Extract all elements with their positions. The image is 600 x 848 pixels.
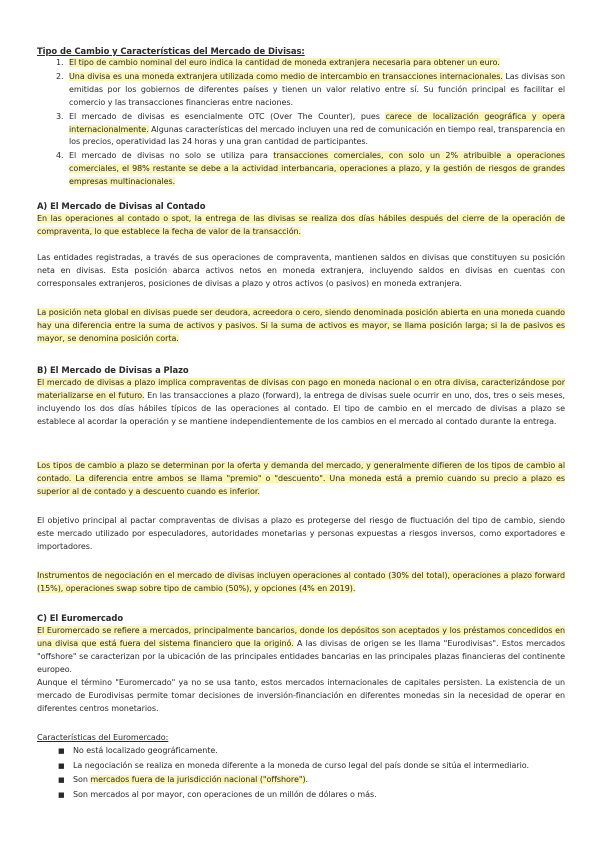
section-b-p1	[37, 377, 565, 429]
intro-item	[37, 57, 565, 70]
item-number: 4.	[56, 151, 64, 161]
section-a-p2: Las entidades registradas, a través de sus operaciones de compraventa, mantienen saldos en divisas que constituyen su posición neta en divisas. Esta posición abarca activos netos en moneda extranjera, incluyendo saldos en divisas en cuentas con corresponsales extranjeros, posiciones de divisas a plazo y otros activos (o pasivos) en moneda extranjera.	[37, 253, 565, 288]
section-c-heading: C) El Euromercado	[37, 613, 124, 623]
section-c-p1	[37, 625, 565, 677]
section-b-p2: Los tipos de cambio a plazo se determinan por la oferta y demanda del mercado, y generalmente difieren de los tipos de cambio al contado. La diferencia entre ambos se llama "premio" o "descuento". Una moneda está a premio cuando su precio a plazo es superior al de contado y a descuento cuando es inferior.	[37, 461, 565, 496]
text-segment: A las divisas de origen se les llama "Eurodivisas". Estos mercados "offshore" se caracterizan por la ubicación de las principales entidades bancarias en las principales plazas financieras del continente europeo.	[37, 638, 565, 674]
text-segment: No está localizado geográficamente.	[73, 746, 218, 755]
text-segment: En las transacciones a plazo (forward), la entrega de divisas suele ocurrir en uno, dos, tres o seis meses, incluyendo los dos días hábiles típicos de las operaciones al contado. El tipo de cambio en el mercado de divisas a plazo se establece al acordar la operación y se mantiene independientemente de los cambios en el mercado al contado durante la entrega.	[37, 390, 566, 426]
section-a-p1: En las operaciones al contado o spot, la entrega de las divisas se realiza dos días hábiles después del cierre de la operación de compraventa, lo que establece la fecha de valor de la transacción.	[37, 214, 565, 236]
item-text	[69, 71, 565, 110]
text-segment: Algunas características del mercado incluyen una red de comunicación en tiempo real, transparencia en los precios, operatividad las 24 horas y una gran cantidad de participantes.	[69, 124, 566, 147]
highlighted-text: El tipo de cambio nominal del euro indica la cantidad de moneda extranjera necesaria para obtener un euro.	[69, 58, 500, 67]
text-segment: El mercado de divisas es esencialmente OTC (Over The Counter), pues	[69, 111, 386, 121]
item-text	[69, 111, 565, 150]
list-item	[37, 789, 565, 802]
text-segment: Son mercados al por mayor, con operaciones de un millón de dólares o más.	[73, 789, 377, 799]
list-item	[37, 745, 565, 758]
item-number: 3.	[56, 111, 64, 121]
bullet-icon: ■	[58, 761, 65, 770]
characteristics-list	[37, 745, 565, 803]
item-text	[69, 150, 565, 189]
intro-item	[37, 150, 565, 189]
section-b-heading: B) El Mercado de Divisas a Plazo	[37, 365, 189, 375]
item-text	[69, 57, 565, 70]
intro-item	[37, 71, 565, 110]
highlighted-text: Una divisa es una moneda extranjera utilizada como medio de intercambio en transacciones internacionales.	[69, 71, 503, 81]
section-b-p3: El objetivo principal al pactar compraventas de divisas a plazo es protegerse del riesgo de fluctuación del tipo de cambio, siendo este mercado utilizado por especuladores, autoridades monetarias y personas expuestas a riesgos inversos, como exportadores e importadores.	[37, 516, 565, 551]
intro-item	[37, 111, 565, 150]
highlighted-text: carece de localización geográfica y opera internacionalmente.	[69, 111, 566, 134]
item-number: 2.	[56, 71, 64, 81]
section-c-p2: Aunque el término "Euromercado" ya no se usa tanto, estos mercados internacionales de capitales persisten. La existencia de un mercado de Eurodivisas permite tomar decisiones de inversión-financiación en diferentes monedas sin la necesidad de operar en diferentes centros monetarios.	[37, 678, 565, 713]
item-number: 1.	[56, 58, 64, 67]
text-segment: .	[305, 775, 309, 784]
section-a-p3: La posición neta global en divisas puede ser deudora, acreedora o cero, siendo denominada posición abierta en una moneda cuando hay una diferencia entre la suma de activos y pasivos. Si la suma de activos es mayor, se llama posición larga; si la de pasivos es mayor, se denomina posición corta.	[37, 308, 565, 343]
highlighted-text: transacciones comerciales, con solo un 2% atribuible a operaciones comerciales, el 98% restante se debe a la actividad interbancaria, operaciones a plazo, y la gestión de riesgos de grandes empresas multinacionales.	[69, 151, 565, 187]
bullet-icon: ■	[58, 747, 65, 755]
list-item	[37, 774, 565, 787]
text-segment: Las divisas son emitidas por los gobiernos de diferentes países y tienen un valor relativo entre sí. Su función principal es facilitar el comercio y las transacciones financieras entre naciones.	[69, 71, 565, 107]
highlighted-text: mercados fuera de la jurisdicción nacional ("offshore")	[90, 775, 306, 784]
bullet-icon: ■	[58, 776, 65, 784]
document-title: Tipo de Cambio y Características del Mercado de Divisas:	[37, 46, 305, 56]
text-segment: Son	[73, 775, 91, 784]
highlighted-text: El Euromercado se refiere a mercados, principalmente bancarios, donde los depósitos son aceptados y los préstamos concedidos en una divisa que está fuera del sistema financiero que la originó.	[37, 626, 565, 648]
section-a-heading: A) El Mercado de Divisas al Contado	[37, 201, 206, 211]
highlighted-text: El mercado de divisas a plazo implica compraventas de divisas con pago en moneda nacional o en otra divisa, caracterizándose por materializarse en el futuro.	[37, 378, 565, 400]
intro-list	[37, 57, 565, 190]
section-b-p4: Instrumentos de negociación en el mercado de divisas incluyen operaciones al contado (30% del total), operaciones a plazo forward (15%), operaciones swap sobre tipo de cambio (50%), y opciones (4% en 2019).	[37, 571, 565, 593]
text-segment: La negociación se realiza en moneda diferente a la moneda de curso legal del país donde se sitúa el intermediario.	[73, 760, 529, 770]
list-item	[37, 760, 565, 773]
characteristics-title: Características del Euromercado:	[37, 733, 169, 742]
text-segment: El mercado de divisas no solo se utiliza para	[69, 151, 274, 161]
bullet-icon: ■	[58, 790, 65, 799]
